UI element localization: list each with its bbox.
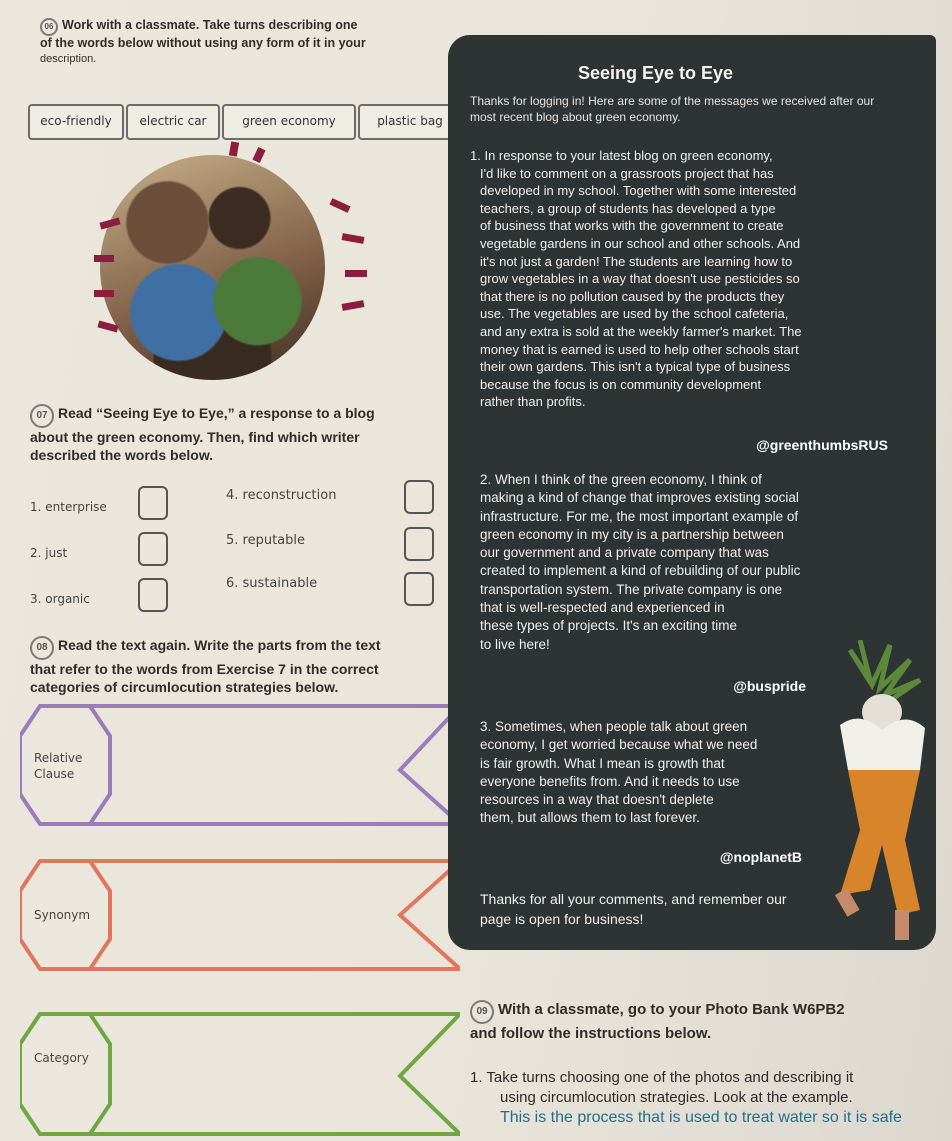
closing-line-1: Thanks for all your comments, and remember our xyxy=(480,891,787,907)
exercise-6-instructions xyxy=(40,18,440,67)
exercise-7-line-3: described the words below. xyxy=(30,447,214,463)
exercise-6-line-3: description. xyxy=(40,53,97,65)
exercise-7-number: 07 xyxy=(30,404,54,428)
match-word-1: 1. enterprise xyxy=(30,500,107,514)
word-chip-electric-car: electric car xyxy=(126,104,220,140)
post-1-line: 1. In response to your latest blog on green economy, xyxy=(470,148,773,163)
strategy-label-synonym: Synonym xyxy=(34,908,91,922)
exercise-8-line-1: Read the text again. Write the parts from the text xyxy=(58,637,381,653)
post-3-line: everyone benefits from. And it needs to use xyxy=(480,773,740,789)
post-1-line: vegetable gardens in our school and other schools. And xyxy=(480,235,801,251)
exercise-9-line-2: and follow the instructions below. xyxy=(470,1025,712,1042)
exercise-8-number: 08 xyxy=(30,636,54,660)
exercise-9-example: This is the process that is used to treat water so it is safe xyxy=(500,1109,902,1126)
exercise-9-instructions xyxy=(470,1000,940,1044)
answer-box-4[interactable] xyxy=(404,480,434,514)
answer-box-1[interactable] xyxy=(138,486,168,520)
exercise-8-line-3: categories of circumlocution strategies below. xyxy=(30,679,339,695)
strategy-category[interactable] xyxy=(20,1008,440,1141)
exercise-8-instructions xyxy=(30,636,440,696)
answer-box-2[interactable] xyxy=(138,532,168,566)
post-1-line: that there is no pollution caused by the products they xyxy=(480,288,785,304)
exercise-6-number: 06 xyxy=(40,18,58,36)
frame-dash xyxy=(345,270,367,277)
frame-dash xyxy=(229,141,239,156)
exercise-6-line-2: of the words below without using any form of it in your xyxy=(40,36,366,50)
handle-greenthumbsrus[interactable]: @greenthumbsRUS xyxy=(756,437,888,453)
closing-line-2: page is open for business! xyxy=(480,911,644,927)
post-1-line: their own gardens. This isn't a typical type of business xyxy=(480,359,791,375)
post-2-line: created to implement a kind of rebuilding of our public xyxy=(480,563,801,579)
frame-dash xyxy=(94,255,114,262)
blog-post-1 xyxy=(470,147,890,411)
students-discussion-photo xyxy=(100,155,325,380)
match-word-3: 3. organic xyxy=(30,592,90,606)
post-1-line: teachers, a group of students has developed a type xyxy=(480,200,776,216)
word-chip-eco-friendly: eco-friendly xyxy=(28,104,124,140)
post-3-line: 3. Sometimes, when people talk about green xyxy=(480,719,748,734)
exercise-9-item-1-line-2: using circumlocution strategies. Look at the example. xyxy=(500,1089,853,1106)
post-2-line: 2. When I think of the green economy, I think of xyxy=(480,472,762,487)
match-word-4: 4. reconstruction xyxy=(226,488,337,503)
post-2-line: green economy in my city is a partnership between xyxy=(480,526,784,542)
post-2-line: these types of projects. It's an exciting time xyxy=(480,618,737,634)
handle-noplanetb[interactable]: @noplanetB xyxy=(719,849,802,865)
blog-post-3 xyxy=(480,718,840,828)
post-1-line: money that is earned is used to help other schools start xyxy=(480,341,799,357)
frame-dash xyxy=(329,198,350,213)
exercise-7-instructions xyxy=(30,404,440,464)
frame-dash xyxy=(342,233,365,244)
answer-box-6[interactable] xyxy=(404,572,434,606)
exercise-6-line-1: Work with a classmate. Take turns describing one xyxy=(62,18,358,32)
post-1-line: developed in my school. Together with some interested xyxy=(480,183,797,199)
exercise-9-item-1 xyxy=(470,1068,940,1128)
post-3-line: resources in a way that doesn't deplete xyxy=(480,792,714,808)
exercise-9-number: 09 xyxy=(470,1000,494,1024)
post-2-line: to live here! xyxy=(480,636,550,652)
exercise-9-item-1-line-1: 1. Take turns choosing one of the photos and describing it xyxy=(470,1069,854,1086)
post-1-line: use. The vegetables are used by the school cafeteria, xyxy=(480,306,789,322)
post-1-line: it's not just a garden! The students are learning how to xyxy=(480,253,793,269)
exercise-7-line-2: about the green economy. Then, find which writer xyxy=(30,429,360,445)
word-chip-plastic-bag: plastic bag xyxy=(358,104,462,140)
strategy-frame-green xyxy=(20,1008,460,1141)
post-2-line: making a kind of change that improves existing social xyxy=(480,490,799,506)
blog-intro: Thanks for logging in! Here are some of the messages we received after our most recent blog about green economy. xyxy=(470,94,875,124)
post-1-line: rather than profits. xyxy=(480,394,586,410)
students-photo-frame xyxy=(80,140,380,400)
post-1-line: I'd like to comment on a grassroots project that has xyxy=(480,165,774,181)
strategy-label-category: Category xyxy=(34,1051,89,1065)
answer-box-5[interactable] xyxy=(404,527,434,561)
strategy-relative-clause[interactable] xyxy=(20,700,440,830)
post-1-line: of business that works with the government to create xyxy=(480,218,784,234)
person-holding-plant-illustration xyxy=(800,640,950,950)
exercise-9-line-1: With a classmate, go to your Photo Bank W6PB2 xyxy=(498,1001,845,1018)
match-word-2: 2. just xyxy=(30,546,68,560)
exercise-7-line-1: Read “Seeing Eye to Eye,” a response to a blog xyxy=(58,405,375,421)
blog-title: Seeing Eye to Eye xyxy=(578,63,734,83)
strategy-label-relative-clause: Relative Clause xyxy=(34,751,83,781)
frame-dash xyxy=(94,290,114,297)
post-3-line: is fair growth. What I mean is growth that xyxy=(480,755,725,771)
post-2-line: our government and a private company that was xyxy=(480,545,769,561)
post-1-line: because the focus is on community development xyxy=(480,376,762,392)
post-1-line: and any extra is sold at the weekly farmer's market. The xyxy=(480,323,802,339)
post-3-line: economy, I get worried because what we need xyxy=(480,737,758,753)
frame-dash xyxy=(342,300,365,311)
answer-box-3[interactable] xyxy=(138,578,168,612)
handle-buspride[interactable]: @buspride xyxy=(733,678,806,694)
post-3-line: them, but allows them to last forever. xyxy=(480,810,700,826)
frame-dash xyxy=(252,147,265,163)
word-chip-green-economy: green economy xyxy=(222,104,356,140)
post-2-line: that is well-respected and experienced in xyxy=(480,600,725,616)
post-2-line: infrastructure. For me, the most important example of xyxy=(480,508,799,524)
strategy-synonym[interactable] xyxy=(20,855,440,975)
match-word-6: 6. sustainable xyxy=(226,576,318,591)
blog-post-2 xyxy=(480,471,900,654)
post-1-line: grow vegetables in a way that doesn't use pesticides so xyxy=(480,271,800,287)
match-word-5: 5. reputable xyxy=(226,533,306,548)
exercise-8-line-2: that refer to the words from Exercise 7 in the correct xyxy=(30,661,379,677)
post-2-line: transportation system. The private company is one xyxy=(480,581,783,597)
